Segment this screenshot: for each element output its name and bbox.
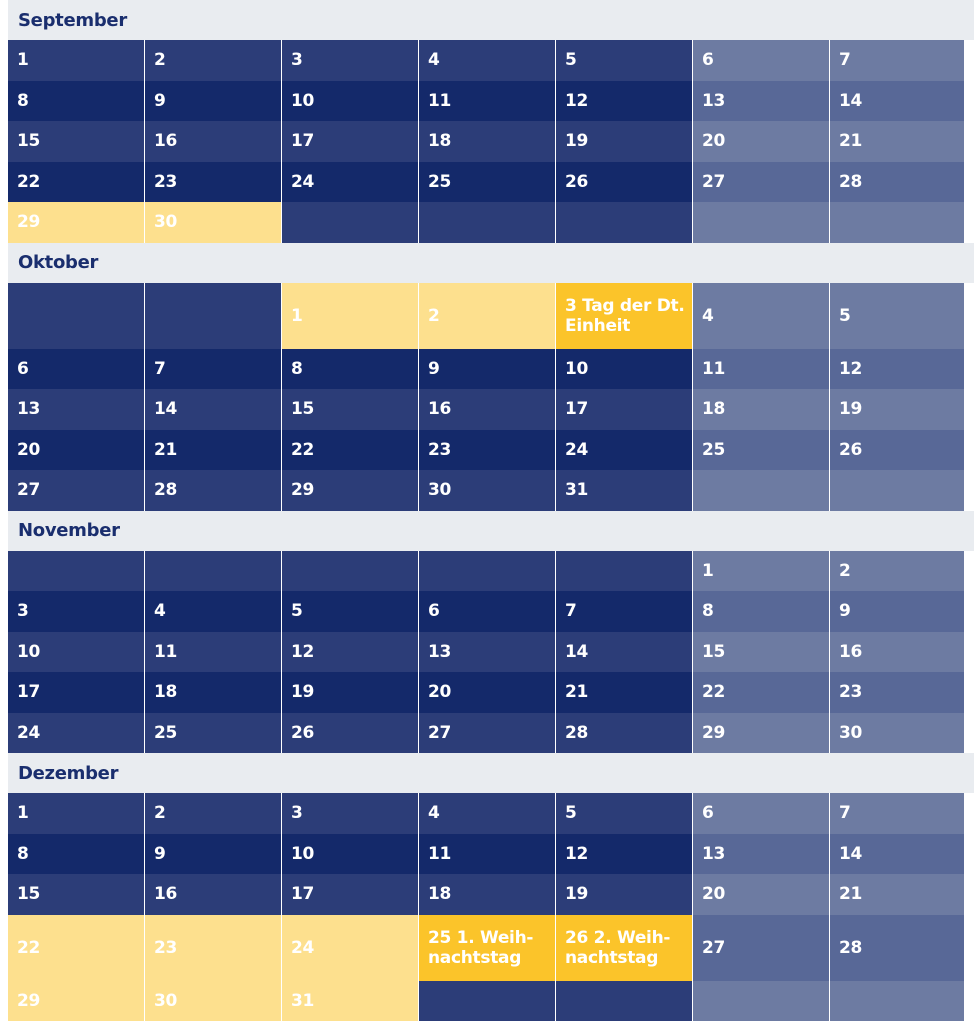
day-cell: 17 bbox=[282, 121, 418, 162]
weekend-day-cell: 9 bbox=[830, 591, 964, 632]
empty-day-cell bbox=[556, 981, 692, 1022]
day-cell: 3 bbox=[8, 591, 144, 632]
day-cell: 28 bbox=[145, 470, 281, 511]
weekend-day-cell: 14 bbox=[830, 834, 964, 875]
empty-day-cell bbox=[830, 981, 964, 1022]
day-cell: 12 bbox=[556, 834, 692, 875]
weekend-day-cell: 4 bbox=[693, 283, 829, 349]
weekend-day-cell: 23 bbox=[830, 672, 964, 713]
day-cell: 20 bbox=[419, 672, 555, 713]
month-grid bbox=[8, 551, 974, 754]
weekend-day-cell: 27 bbox=[693, 162, 829, 203]
weekend-day-cell: 13 bbox=[693, 834, 829, 875]
day-cell: 16 bbox=[419, 389, 555, 430]
empty-day-cell bbox=[8, 283, 144, 349]
public-holiday-cell: 3 Tag der Dt. Einheit bbox=[556, 283, 692, 349]
day-cell: 25 bbox=[419, 162, 555, 203]
public-holiday-cell: 26 2. Weih-nachtstag bbox=[556, 915, 692, 981]
day-cell: 14 bbox=[556, 632, 692, 673]
day-cell: 18 bbox=[419, 874, 555, 915]
empty-day-cell bbox=[282, 202, 418, 243]
day-cell: 21 bbox=[145, 430, 281, 471]
month-grid bbox=[8, 283, 974, 511]
weekend-day-cell: 5 bbox=[830, 283, 964, 349]
empty-day-cell bbox=[8, 551, 144, 592]
weekend-day-cell: 12 bbox=[830, 349, 964, 390]
school-holiday-cell: 1 bbox=[282, 283, 418, 349]
weekend-day-cell: 15 bbox=[693, 632, 829, 673]
day-cell: 17 bbox=[282, 874, 418, 915]
day-cell: 28 bbox=[556, 713, 692, 754]
month-grid bbox=[8, 40, 974, 243]
weekend-day-cell: 6 bbox=[693, 793, 829, 834]
day-cell: 27 bbox=[419, 713, 555, 754]
day-cell: 31 bbox=[556, 470, 692, 511]
day-cell: 8 bbox=[8, 81, 144, 122]
day-cell: 8 bbox=[8, 834, 144, 875]
weekend-day-cell: 18 bbox=[693, 389, 829, 430]
day-cell: 26 bbox=[556, 162, 692, 203]
empty-day-cell bbox=[419, 551, 555, 592]
weekend-day-cell: 7 bbox=[830, 793, 964, 834]
day-cell: 5 bbox=[556, 40, 692, 81]
empty-day-cell bbox=[282, 551, 418, 592]
holiday-calendar bbox=[8, 0, 974, 1021]
weekend-day-cell: 29 bbox=[693, 713, 829, 754]
weekend-day-cell: 11 bbox=[693, 349, 829, 390]
day-cell: 11 bbox=[145, 632, 281, 673]
weekend-day-cell: 20 bbox=[693, 121, 829, 162]
day-cell: 13 bbox=[419, 632, 555, 673]
weekend-day-cell: 20 bbox=[693, 874, 829, 915]
day-cell: 19 bbox=[556, 121, 692, 162]
school-holiday-cell: 30 bbox=[145, 981, 281, 1022]
day-cell: 5 bbox=[556, 793, 692, 834]
day-cell: 10 bbox=[8, 632, 144, 673]
day-cell: 1 bbox=[8, 793, 144, 834]
month-title: Dezember bbox=[8, 753, 974, 793]
weekend-day-cell: 28 bbox=[830, 915, 964, 981]
weekend-day-cell: 21 bbox=[830, 874, 964, 915]
weekend-day-cell: 27 bbox=[693, 915, 829, 981]
weekend-day-cell: 22 bbox=[693, 672, 829, 713]
day-cell: 3 bbox=[282, 40, 418, 81]
empty-day-cell bbox=[556, 551, 692, 592]
day-cell: 3 bbox=[282, 793, 418, 834]
month-title: November bbox=[8, 511, 974, 551]
day-cell: 6 bbox=[8, 349, 144, 390]
day-cell: 13 bbox=[8, 389, 144, 430]
day-cell: 21 bbox=[556, 672, 692, 713]
empty-day-cell bbox=[693, 202, 829, 243]
empty-day-cell bbox=[419, 981, 555, 1022]
weekend-day-cell: 30 bbox=[830, 713, 964, 754]
day-cell: 4 bbox=[419, 793, 555, 834]
day-cell: 9 bbox=[419, 349, 555, 390]
school-holiday-cell: 29 bbox=[8, 202, 144, 243]
weekend-day-cell: 19 bbox=[830, 389, 964, 430]
day-cell: 23 bbox=[145, 162, 281, 203]
weekend-day-cell: 16 bbox=[830, 632, 964, 673]
school-holiday-cell: 30 bbox=[145, 202, 281, 243]
day-cell: 19 bbox=[282, 672, 418, 713]
month-title: September bbox=[8, 0, 974, 40]
day-cell: 18 bbox=[145, 672, 281, 713]
day-cell: 30 bbox=[419, 470, 555, 511]
day-cell: 29 bbox=[282, 470, 418, 511]
weekend-day-cell: 6 bbox=[693, 40, 829, 81]
day-cell: 8 bbox=[282, 349, 418, 390]
day-cell: 24 bbox=[8, 713, 144, 754]
day-cell: 19 bbox=[556, 874, 692, 915]
day-cell: 2 bbox=[145, 793, 281, 834]
day-cell: 5 bbox=[282, 591, 418, 632]
day-cell: 9 bbox=[145, 834, 281, 875]
empty-day-cell bbox=[145, 283, 281, 349]
month-grid bbox=[8, 793, 974, 1021]
day-cell: 22 bbox=[8, 162, 144, 203]
weekend-day-cell: 14 bbox=[830, 81, 964, 122]
day-cell: 24 bbox=[556, 430, 692, 471]
day-cell: 26 bbox=[282, 713, 418, 754]
day-cell: 10 bbox=[282, 81, 418, 122]
weekend-day-cell: 2 bbox=[830, 551, 964, 592]
day-cell: 15 bbox=[8, 121, 144, 162]
public-holiday-cell: 25 1. Weih-nachtstag bbox=[419, 915, 555, 981]
day-cell: 23 bbox=[419, 430, 555, 471]
school-holiday-cell: 24 bbox=[282, 915, 418, 981]
weekend-day-cell: 13 bbox=[693, 81, 829, 122]
day-cell: 10 bbox=[556, 349, 692, 390]
school-holiday-cell: 31 bbox=[282, 981, 418, 1022]
month-title: Oktober bbox=[8, 243, 974, 283]
day-cell: 17 bbox=[8, 672, 144, 713]
day-cell: 18 bbox=[419, 121, 555, 162]
day-cell: 6 bbox=[419, 591, 555, 632]
day-cell: 7 bbox=[556, 591, 692, 632]
school-holiday-cell: 2 bbox=[419, 283, 555, 349]
weekend-day-cell: 25 bbox=[693, 430, 829, 471]
day-cell: 16 bbox=[145, 874, 281, 915]
day-cell: 4 bbox=[419, 40, 555, 81]
day-cell: 15 bbox=[8, 874, 144, 915]
day-cell: 12 bbox=[556, 81, 692, 122]
day-cell: 10 bbox=[282, 834, 418, 875]
weekend-day-cell: 21 bbox=[830, 121, 964, 162]
empty-day-cell bbox=[419, 202, 555, 243]
school-holiday-cell: 29 bbox=[8, 981, 144, 1022]
day-cell: 16 bbox=[145, 121, 281, 162]
school-holiday-cell: 22 bbox=[8, 915, 144, 981]
weekend-day-cell: 8 bbox=[693, 591, 829, 632]
empty-day-cell bbox=[556, 202, 692, 243]
day-cell: 17 bbox=[556, 389, 692, 430]
day-cell: 15 bbox=[282, 389, 418, 430]
day-cell: 2 bbox=[145, 40, 281, 81]
day-cell: 27 bbox=[8, 470, 144, 511]
day-cell: 7 bbox=[145, 349, 281, 390]
weekend-day-cell: 7 bbox=[830, 40, 964, 81]
empty-day-cell bbox=[145, 551, 281, 592]
day-cell: 11 bbox=[419, 81, 555, 122]
day-cell: 9 bbox=[145, 81, 281, 122]
day-cell: 24 bbox=[282, 162, 418, 203]
day-cell: 12 bbox=[282, 632, 418, 673]
day-cell: 4 bbox=[145, 591, 281, 632]
empty-day-cell bbox=[830, 470, 964, 511]
day-cell: 22 bbox=[282, 430, 418, 471]
weekend-day-cell: 1 bbox=[693, 551, 829, 592]
empty-day-cell bbox=[693, 981, 829, 1022]
school-holiday-cell: 23 bbox=[145, 915, 281, 981]
day-cell: 14 bbox=[145, 389, 281, 430]
weekend-day-cell: 26 bbox=[830, 430, 964, 471]
day-cell: 25 bbox=[145, 713, 281, 754]
day-cell: 20 bbox=[8, 430, 144, 471]
weekend-day-cell: 28 bbox=[830, 162, 964, 203]
day-cell: 1 bbox=[8, 40, 144, 81]
empty-day-cell bbox=[693, 470, 829, 511]
empty-day-cell bbox=[830, 202, 964, 243]
day-cell: 11 bbox=[419, 834, 555, 875]
